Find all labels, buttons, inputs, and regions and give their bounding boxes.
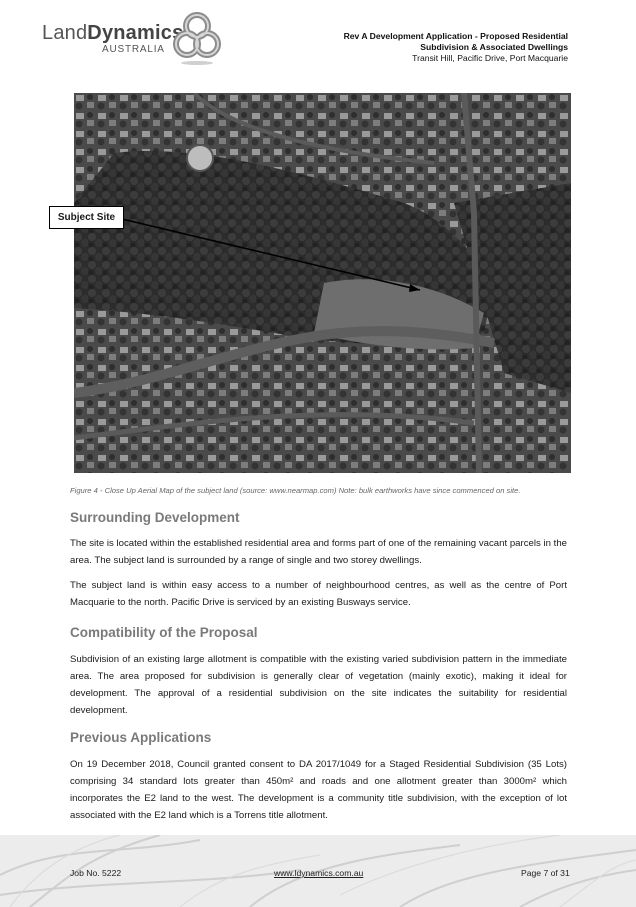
document-title-line1: Rev A Development Application - Proposed Residential	[343, 31, 568, 41]
logo-wordmark: LandDynamics	[42, 22, 184, 44]
footer-job-number: Job No. 5222	[70, 868, 122, 878]
logo-subtitle: AUSTRALIA	[102, 44, 165, 55]
subject-site-callout: Subject Site	[49, 206, 124, 229]
heading-surrounding-development: Surrounding Development	[70, 510, 240, 525]
paragraph: On 19 December 2018, Council granted consent to DA 2017/1049 for a Staged Residential Subdivision (35 Lots) comprising 34 standard lots greater than 450m² and roads and one allotment greater than 3000m² which incorporates the E2 land to the west. The development is a community title subdivision, with the exception of lot associated with the E2 land which is a Torrens title allotment.	[70, 759, 567, 821]
figure-caption: Figure 4 - Close Up Aerial Map of the subject land (source: www.nearmap.com) Note: bulk earthworks have since commenced on site.	[70, 486, 521, 495]
footer-website-link[interactable]: www.ldynamics.com.au	[274, 868, 364, 878]
paragraph: Subdivision of an existing large allotment is compatible with the existing varied subdivision pattern in the immediate area. The area proposed for subdivision is generally clear of vegetation (mainly exotic), making it ideal for development. The approval of a residential subdivision on the site indicates the suitability for residential development.	[70, 654, 567, 716]
document-title-line2: Subdivision & Associated Dwellings	[420, 42, 568, 52]
document-location: Transit Hill, Pacific Drive, Port Macquarie	[412, 53, 568, 63]
paragraph: The site is located within the established residential area and forms part of one of the remaining vacant parcels in the area. The subject land is surrounded by a range of single and two storey dwellings.	[70, 538, 567, 566]
footer-page-number: Page 7 of 31	[521, 868, 570, 878]
heading-compatibility: Compatibility of the Proposal	[70, 625, 258, 640]
heading-previous-applications: Previous Applications	[70, 730, 212, 745]
paragraph: The subject land is within easy access to a number of neighbourhood centres, as well as the centre of Port Macquarie to the north. Pacific Drive is serviced by an existing Busways service.	[70, 580, 567, 608]
